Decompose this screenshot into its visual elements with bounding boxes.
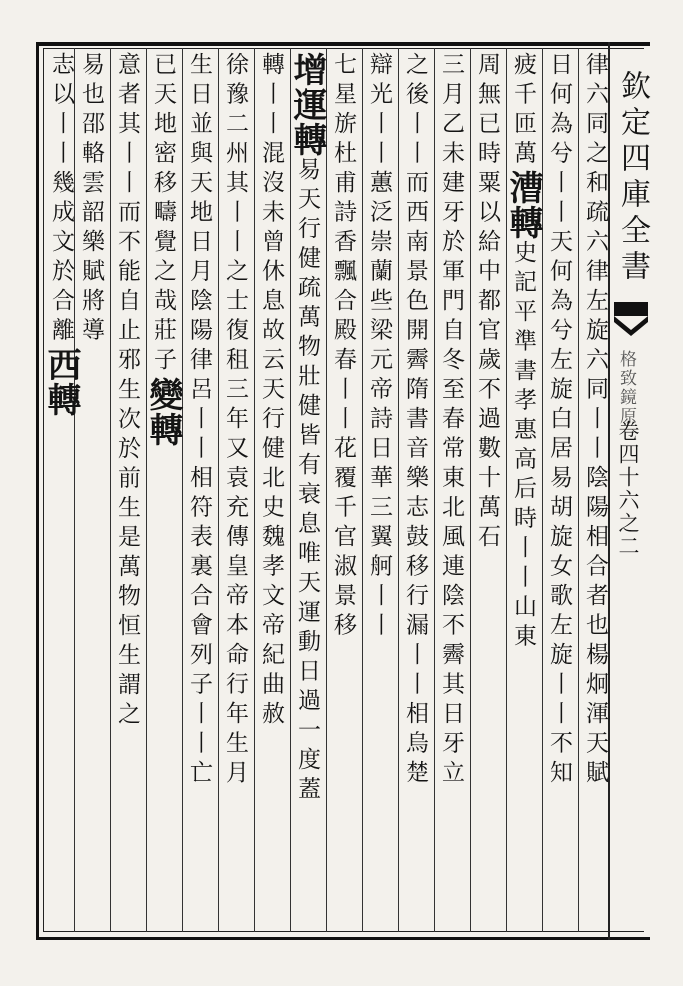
column-text: 生日並與天地日月陰陽律呂丨丨相符表裏合會列子丨丨亡 [186,52,212,790]
column-text: 律六同之和疏六律左旋六同丨丨陰陽相合者也楊炯渾天賦 [582,52,608,790]
column-rule [182,48,183,932]
text-column [256,52,286,932]
column-rule [254,48,255,932]
column-text: 已天地密移疇覺之哉莊子 [150,52,176,377]
text-column [184,52,214,932]
column-rule [398,48,399,932]
column-text: 志以丨丨幾成文於合離 [48,52,74,347]
column-rule [362,48,363,932]
text-column [580,52,610,932]
column-text: 意者其丨丨而不能自止邪 [114,52,140,377]
column-rule [218,48,219,932]
column-text: 七星旂杜甫詩香飄合殿春丨丨花覆千官淑景移 [330,52,356,642]
text-column [503,52,543,932]
column-text: 轉丨丨混沒未曾休息故云天行健北史魏孝文帝紀曲赦 [258,52,284,731]
column-text: 日何為兮丨丨天何為兮左旋白居易胡旋女歌左旋丨丨不知 [546,52,572,790]
text-column [76,52,106,932]
entry-heading: 西轉 [41,347,81,417]
juan-number: 卷四十六之二 [616,420,640,558]
column-text: 三月乙未建牙於軍門自冬至春常東北風連陰不霽其日牙立 [438,52,464,790]
column-text: 徐豫二州其丨丨之士復租三年又袁充傳皇帝本命行年生月 [222,52,248,790]
column-text: 辯光丨丨蕙泛崇蘭些梁元帝詩日華三翼舸丨丨 [366,52,392,642]
column-rule [290,48,291,932]
column-rule [110,48,111,932]
column-text: 易也邵輅雲韶樂賦將導 [78,52,104,347]
column-text: 易天行健疏萬物壯健皆有衰息唯天運動日過一度蓋 [294,157,320,806]
column-rule [434,48,435,932]
book-subtitle: 格致鏡原 [616,350,636,426]
text-column [472,52,502,932]
text-column [400,52,430,932]
entry-heading: 漕轉 [503,170,543,240]
column-rule [326,48,327,932]
fish-tail-icon [612,300,650,340]
column-text: 史記平準書孝惠高后時丨丨山東 [510,240,536,653]
column-text: 周無已時 [474,52,500,170]
column-text: 疲千匝萬 [510,52,536,170]
column-rule [146,48,147,932]
book-title: 欽定四庫全書 [615,70,650,286]
text-column [436,52,466,932]
text-column [328,52,358,932]
text-column [41,52,81,932]
column-text: 粟以給中都官歲不過數十萬石 [474,170,500,554]
entry-heading: 變轉 [143,376,183,447]
text-column [364,52,394,932]
text-column [544,52,574,932]
text-column [220,52,250,932]
text-column [112,52,142,932]
text-column [287,52,327,932]
column-text: 生次於前生是萬物恒生謂之 [114,376,140,731]
column-rule [470,48,471,932]
column-rule [578,48,579,932]
column-text: 之後丨丨而西南景色開霽隋書音樂志鼓移行漏丨丨相烏楚 [402,52,428,790]
entry-heading: 增運轉 [287,52,327,157]
text-column [143,52,183,932]
